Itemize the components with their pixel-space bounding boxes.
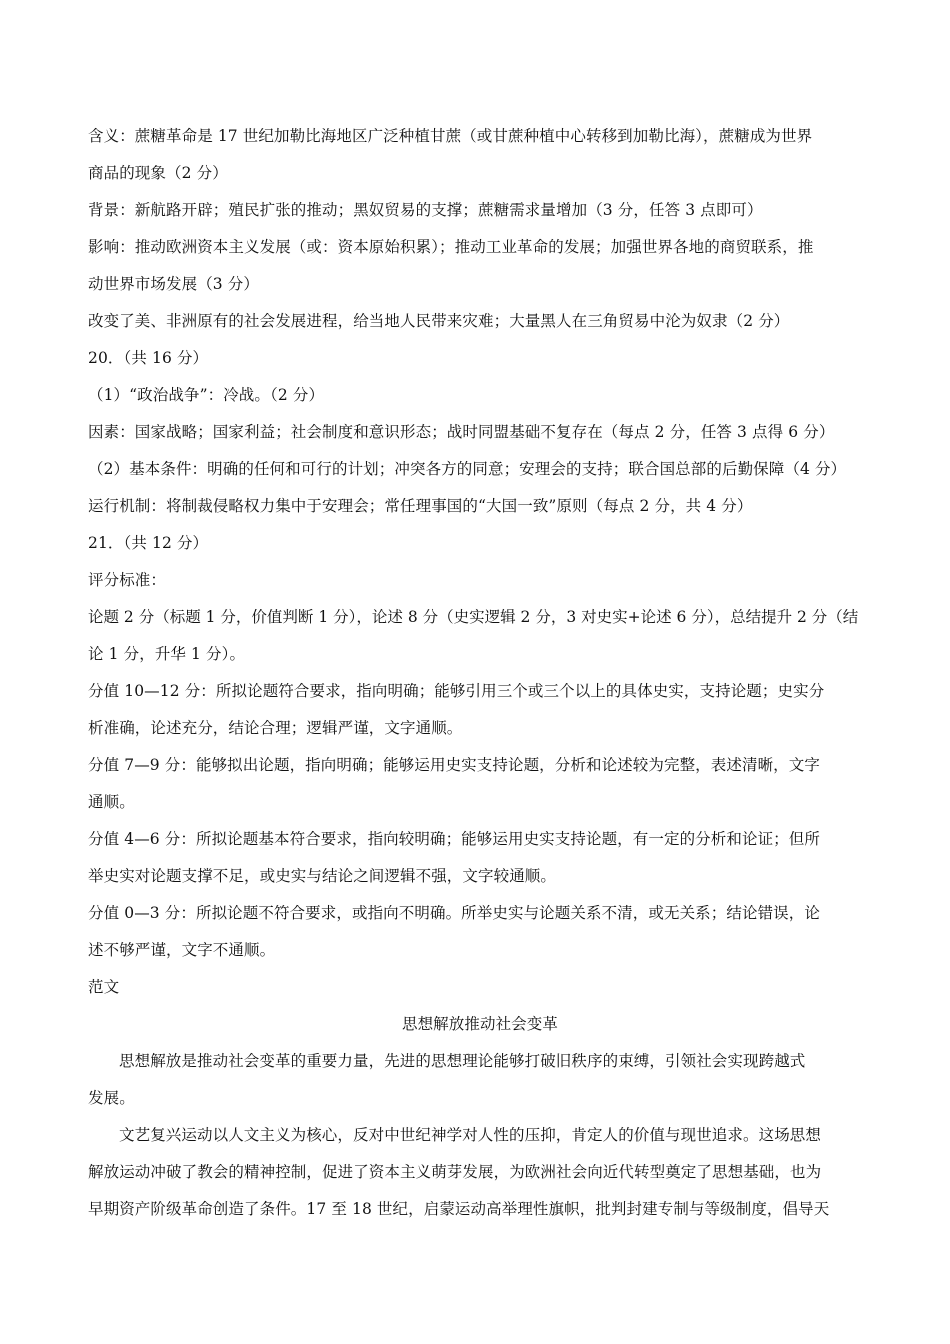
text-line: 因素：国家战略；国家利益；社会制度和意识形态；战时同盟基础不复存在（每点 2 分，任答 3 点得 6 分） <box>88 423 835 441</box>
text-line: 分值 4—6 分：所拟论题基本符合要求，指向较明确；能够运用史实支持论题，有一定的分析和论证；但所 <box>88 830 820 848</box>
essay-paragraph-line: 发展。 <box>88 1089 135 1107</box>
text-line: 论题 2 分（标题 1 分，价值判断 1 分），论述 8 分（史实逻辑 2 分，3 对史实+论述 6 分），总结提升 2 分（结 <box>88 608 859 626</box>
text-line: 商品的现象（2 分） <box>88 164 228 182</box>
text-line: （2）基本条件：明确的任何和可行的计划；冲突各方的同意；安理会的支持；联合国总部的后勤保障（4 分） <box>88 460 847 478</box>
text-line: 影响：推动欧洲资本主义发展（或：资本原始积累）；推动工业革命的发展；加强世界各地的商贸联系，推 <box>88 238 814 256</box>
text-line: 背景：新航路开辟；殖民扩张的推动；黑奴贸易的支撑；蔗糖需求量增加（3 分，任答 3 点即可） <box>88 201 763 219</box>
question-heading: 20．（共 16 分） <box>88 349 209 367</box>
question-heading: 21．（共 12 分） <box>88 534 209 552</box>
text-line: 分值 10—12 分：所拟论题符合要求，指向明确；能够引用三个或三个以上的具体史实，支持论题；史实分 <box>88 682 825 700</box>
text-line: 析准确，论述充分，结论合理；逻辑严谨，文字通顺。 <box>88 719 463 737</box>
text-line: （1）“政治战争”：冷战。（2 分） <box>88 386 325 404</box>
text-line: 含义：蔗糖革命是 17 世纪加勒比海地区广泛种植甘蔗（或甘蔗种植中心转移到加勒比海），蔗糖成为世界 <box>88 127 813 145</box>
text-line: 改变了美、非洲原有的社会发展进程，给当地人民带来灾难；大量黑人在三角贸易中沦为奴隶（2 分） <box>88 312 790 330</box>
text-line: 述不够严谨，文字不通顺。 <box>88 941 276 959</box>
text-line: 举史实对论题支撑不足，或史实与结论之间逻辑不强，文字较通顺。 <box>88 867 557 885</box>
text-line: 论 1 分，升华 1 分）。 <box>88 645 246 663</box>
essay-paragraph-line: 文艺复兴运动以人文主义为核心，反对中世纪神学对人性的压抑，肯定人的价值与现世追求。这场思想 <box>119 1126 822 1144</box>
essay-title: 思想解放推动社会变革 <box>401 1015 558 1033</box>
document-page <box>88 118 864 1228</box>
text-line: 分值 7—9 分：能够拟出论题，指向明确；能够运用史实支持论题，分析和论述较为完整，表述清晰，文字 <box>88 756 820 774</box>
text-line: 通顺。 <box>88 793 135 811</box>
text-line: 动世界市场发展（3 分） <box>88 275 259 293</box>
text-line: 范文 <box>88 978 120 996</box>
essay-paragraph-line: 解放运动冲破了教会的精神控制，促进了资本主义萌芽发展，为欧洲社会向近代转型奠定了思想基础，也为 <box>88 1163 822 1181</box>
essay-paragraph-line: 早期资产阶级革命创造了条件。17 至 18 世纪，启蒙运动高举理性旗帜，批判封建专制与等级制度，倡导天 <box>88 1200 830 1218</box>
text-line: 评分标准： <box>88 571 167 589</box>
essay-paragraph-line: 思想解放是推动社会变革的重要力量，先进的思想理论能够打破旧秩序的束缚，引领社会实现跨越式 <box>119 1052 806 1070</box>
text-line: 运行机制：将制裁侵略权力集中于安理会；常任理事国的“大国一致”原则（每点 2 分，共 4 分） <box>88 497 753 515</box>
text-line: 分值 0—3 分：所拟论题不符合要求，或指向不明确。所举史实与论题关系不清，或无关系；结论错误，论 <box>88 904 820 922</box>
